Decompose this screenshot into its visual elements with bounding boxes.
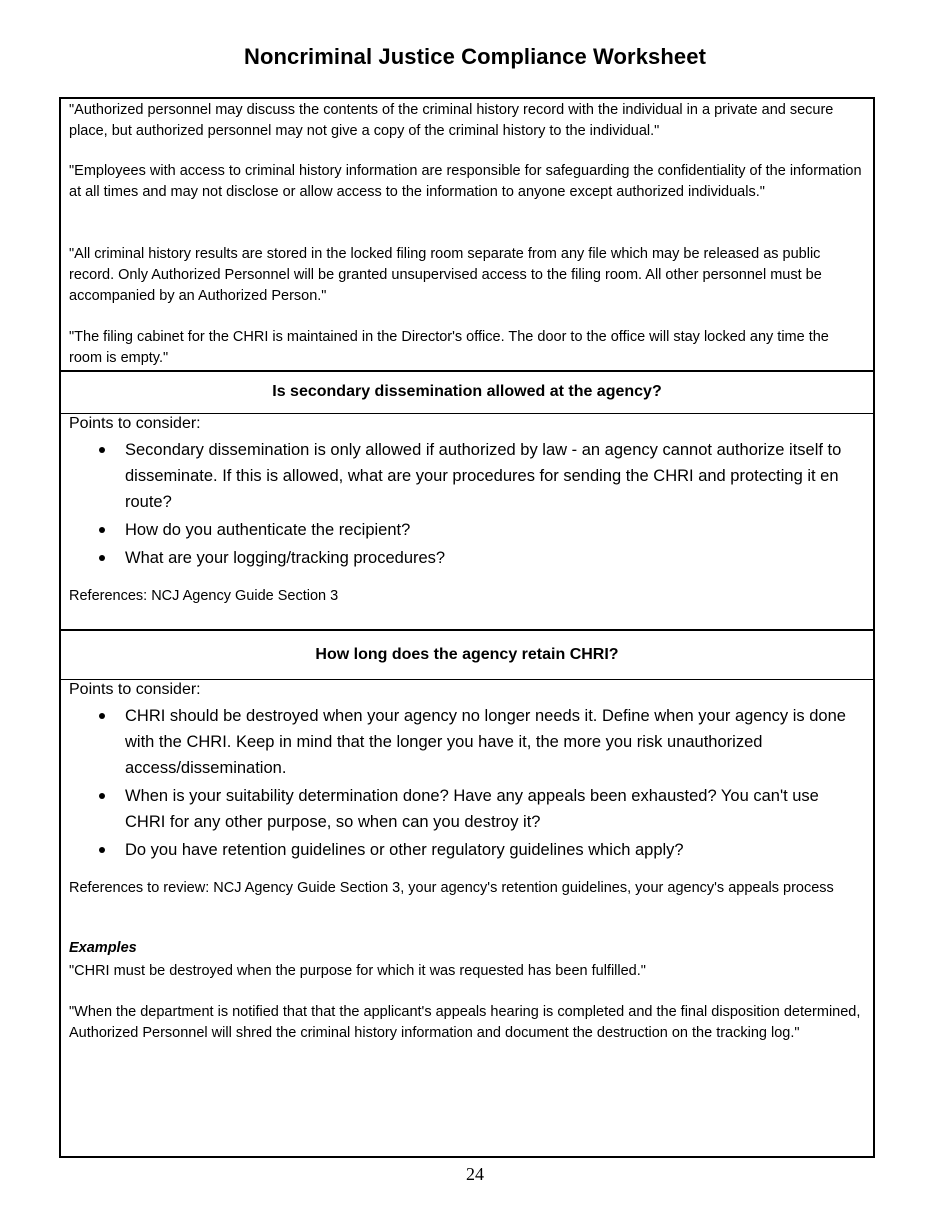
references: References: NCJ Agency Guide Section 3 [69, 588, 339, 604]
references: References to review: NCJ Agency Guide Section 3, your agency's retention guidelines, your agency's appeals process [69, 880, 834, 896]
list-item: CHRI should be destroyed when your agency no longer needs it. Define when your agency is done with the CHRI. Keep in mind that the longer you have it, the more you risk unauthorized access/dissemination. [93, 703, 861, 781]
example-paragraph: "When the department is notified that that the applicant's appeals hearing is completed and the final disposition determined, Authorized Personnel will shred the criminal history information and document the destruction on the tracking log." [69, 1004, 861, 1041]
list-item: When is your suitability determination done? Have any appeals been exhausted? You can't use CHRI for any other purpose, so when can you destroy it? [93, 783, 861, 835]
example-paragraph: "CHRI must be destroyed when the purpose for which it was requested has been fulfilled." [69, 963, 646, 979]
list-item: Secondary dissemination is only allowed if authorized by law - an agency cannot authorize itself to disseminate. If this is allowed, what are your procedures for sending the CHRI and protecting it en route? [93, 437, 861, 515]
list-item: What are your logging/tracking procedures? [93, 545, 861, 571]
section-heading-dissemination: Is secondary dissemination allowed at the agency? [272, 383, 662, 400]
section-divider [61, 629, 873, 631]
example-paragraph: "Employees with access to criminal history information are responsible for safeguarding the confidentiality of the information at all times and may not disclose or allow access to the information to anyone except authorized individuals." [69, 163, 862, 200]
page-title: Noncriminal Justice Compliance Worksheet [243, 44, 707, 69]
section-divider [61, 370, 873, 372]
heading-divider [61, 413, 873, 414]
heading-divider [61, 679, 873, 680]
list-item: Do you have retention guidelines or other regulatory guidelines which apply? [93, 837, 861, 863]
page-number: 24 [466, 1164, 484, 1184]
points-label: Points to consider: [69, 415, 201, 432]
worksheet-frame [59, 97, 875, 1158]
list-item: How do you authenticate the recipient? [93, 517, 861, 543]
examples-label: Examples [69, 940, 137, 956]
example-paragraph: "Authorized personnel may discuss the contents of the criminal history record with the individual in a private and secure place, but authorized personnel may not give a copy of the criminal history to the individual." [69, 102, 834, 139]
points-list [93, 437, 861, 573]
points-label: Points to consider: [69, 681, 201, 698]
example-paragraph: "All criminal history results are stored in the locked filing room separate from any file which may be released as public record. Only Authorized Personnel will be granted unsupervised access to the filing room. All other personnel must be accompanied by an Authorized Person." [69, 246, 822, 304]
example-paragraph: "The filing cabinet for the CHRI is maintained in the Director's office. The door to the office will stay locked any time the room is empty." [69, 329, 829, 366]
points-list [93, 703, 861, 865]
section-heading-retention: How long does the agency retain CHRI? [315, 646, 619, 663]
